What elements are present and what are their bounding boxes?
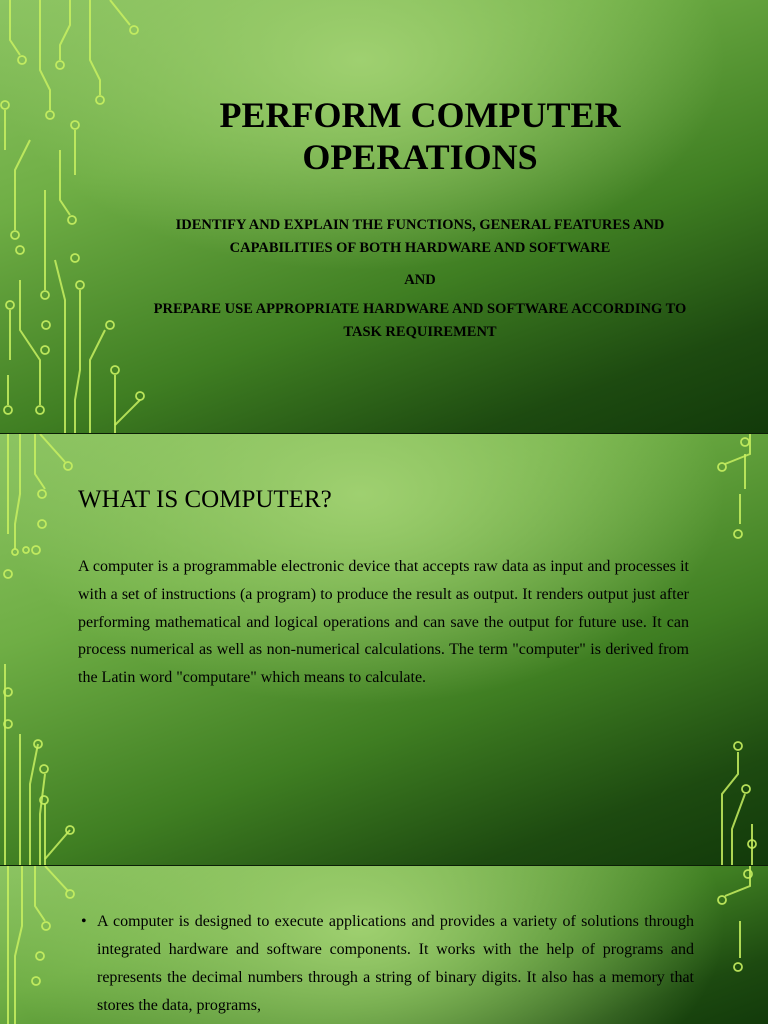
list-item xyxy=(78,908,694,1020)
subtitle-objective-2: PREPARE USE APPROPRIATE HARDWARE AND SOFTWARE ACCORDING TO TASK REQUIREMENT xyxy=(153,301,687,340)
slide-heading: WHAT IS COMPUTER? xyxy=(78,486,332,513)
title-slide xyxy=(0,0,768,433)
bullet-list xyxy=(78,908,694,1020)
bullet-icon: • xyxy=(81,913,87,930)
details-slide xyxy=(0,866,768,1024)
subtitle-objective-1: IDENTIFY AND EXPLAIN THE FUNCTIONS, GENERAL FEATURES AND CAPABILITIES OF BOTH HARDWARE AND SOFTWARE xyxy=(175,217,665,256)
definition-slide xyxy=(0,434,768,865)
subtitle-and: AND xyxy=(404,272,436,288)
slide-title: PERFORM COMPUTER OPERATIONS xyxy=(219,95,621,177)
definition-paragraph: A computer is a programmable electronic device that accepts raw data as input and processes it with a set of instructions (a program) to produce the result as output. It renders output just after performing mathematical and logical operations and can save the output for future use. It can process numerical as well as non-numerical calculations. The term "computer" is derived from the Latin word "computare" which means to calculate. xyxy=(78,558,689,687)
circuit-board-icon xyxy=(0,0,150,433)
bullet-text: A computer is designed to execute applications and provides a variety of solutions through integrated hardware and software components. It works with the help of programs and represents the decimal numbers through a string of binary digits. It also has a memory that stores the data, programs, xyxy=(97,913,694,1014)
